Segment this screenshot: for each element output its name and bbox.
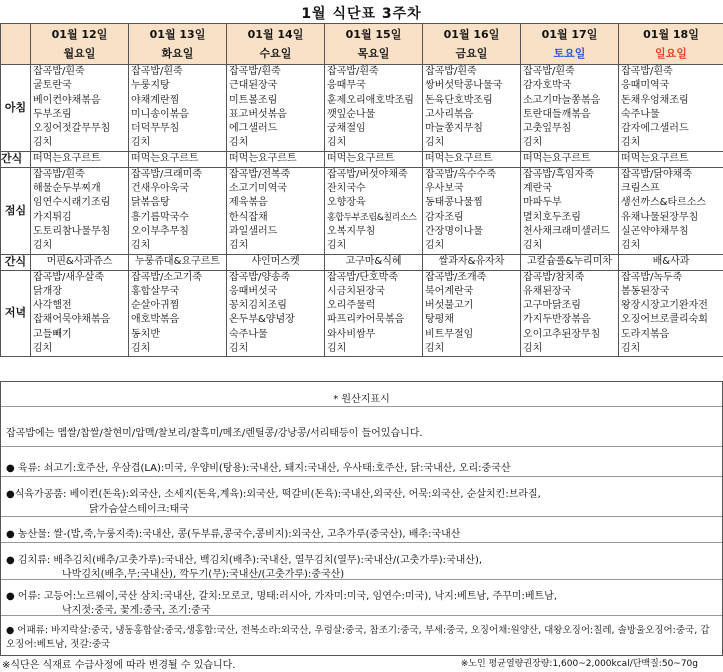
menu-item: 버섯불고기 <box>425 300 474 312</box>
menu-item: 깻잎순나물 <box>327 108 376 120</box>
dinner-row <box>1 270 723 357</box>
lunch-cell <box>129 167 227 254</box>
header-row <box>1 24 723 65</box>
menu-item: 김치 <box>425 137 445 149</box>
snack-item: 떠먹는요구르트 <box>227 151 325 167</box>
origin-kimchi: ● 김치류: 배추김치(배추/고춧가루):국내산, 백김치(배추):국내산, 열무김치(열무):국내산/(고춧가루):국내산), <box>6 555 483 566</box>
menu-item: 실곤약야채무침 <box>621 225 689 237</box>
menu-item: 임연수시래기조림 <box>33 197 111 209</box>
menu-item: 잡곡밥/흰죽 <box>621 66 673 77</box>
dinner-cell <box>31 270 129 357</box>
origin-fish-cont: 낙지젓:중국, 꽃게:중국, 조기:중국 <box>62 605 211 616</box>
divider <box>1 542 722 543</box>
menu-item: 응때버섯국 <box>229 285 278 297</box>
menu-item: 홍합살무국 <box>131 285 180 297</box>
origin-processed-cont: 닭가슴살스테이크:태국 <box>89 504 189 515</box>
dinner-cell <box>227 270 325 357</box>
menu-item: 시금치된장국 <box>327 285 385 297</box>
menu-item: 베이컨야채볶음 <box>33 94 101 106</box>
dinner-cell <box>325 270 423 357</box>
menu-item: 두부조림 <box>33 108 72 120</box>
menu-item: 건새우아욱국 <box>131 183 189 195</box>
lunch-cell <box>521 167 619 254</box>
menu-item: 김치 <box>523 240 543 252</box>
snack-item: 떠먹는요구르트 <box>423 151 521 167</box>
breakfast-cell <box>423 65 521 152</box>
menu-item: 잡곡밥/흰죽 <box>33 168 85 180</box>
snack-item: 배&사과 <box>619 254 723 270</box>
menu-item: 소고기미역국 <box>229 183 287 195</box>
menu-item: 김치 <box>523 343 543 355</box>
origin-agri: ● 농산물: 쌀-(밥,죽,누룽지죽):국내산, 콩(두부류,콩국수,콩비지):외국산, 고추가루(중국산), 배추:국내산 <box>6 529 461 540</box>
menu-item: 궁채절임 <box>327 123 366 135</box>
menu-item: 유채된장국 <box>523 285 572 297</box>
origin-meat: ● 육류: 쇠고기:호주산, 우삼겹(LA):미국, 우양비(탕용):국내산, 돼지:국내산, 우사태:호주산, 닭:국내산, 오리:중국산 <box>6 463 511 474</box>
menu-item: 왕장시장고기완자전 <box>621 300 708 312</box>
menu-item: 순살아귀찜 <box>131 300 180 312</box>
breakfast-cell <box>31 65 129 152</box>
origin-shellfish: ● 어패류: 바지락살:중국, 냉동홍합살:중국,생홍합:국산, 전복소라:외국산, 우렁살:중국, 참조기:중국, 부세:중국, 오징어채:원양산, 대왕오징어:칠레, 솔방울오징어:중국, 갑오징어:베트남, 젓갈:중국 <box>6 625 710 650</box>
menu-item: 김치 <box>131 343 151 355</box>
menu-item: 생선까스&타르소스 <box>621 197 707 209</box>
menu-item: 잡곡밥/흰죽 <box>425 66 477 77</box>
origin-kimchi-cont: 나박김치(배추,무:국내산), 깍두기(무):국내산/(고춧가루):중국산) <box>62 569 345 580</box>
divider <box>1 406 722 407</box>
menu-item: 계란국 <box>523 183 552 195</box>
menu-item: 돈육단호박조림 <box>425 94 493 106</box>
origin-rice: 잡곡밥에는 멥쌀/찹쌀/찰현미/압맥/찰보리/찰흑미/메조/렌틸콩/강낭콩/서리태등이 들어있습니다. <box>6 428 423 439</box>
row-label-snack: 간식 <box>1 151 31 167</box>
menu-item: 돈채우엉채조림 <box>621 94 689 106</box>
menu-item: 와사비쌈무 <box>327 328 376 340</box>
menu-item: 굴토란국 <box>33 80 72 92</box>
menu-item: 오복지무침 <box>327 225 376 237</box>
menu-item: 유채나물된장무침 <box>621 211 699 223</box>
menu-item: 응때미역국 <box>621 80 670 92</box>
menu-item: 김치 <box>523 137 543 149</box>
menu-item: 표고버섯볶음 <box>229 108 287 120</box>
day-header: 01월 16일 금요일 <box>423 24 521 65</box>
menu-item: 마파두부 <box>523 197 562 209</box>
lunch-cell <box>619 167 723 254</box>
breakfast-row <box>1 65 723 152</box>
menu-item: 오징어브로콜리숙회 <box>621 314 708 326</box>
dinner-cell <box>619 270 723 357</box>
breakfast-cell <box>325 65 423 152</box>
menu-item: 감자조림 <box>425 211 464 223</box>
day-header: 01월 15일 목요일 <box>325 24 423 65</box>
snack-item: 떠먹는요구르트 <box>619 151 723 167</box>
menu-item: 가지튀김 <box>33 211 72 223</box>
menu-item: 김치 <box>621 240 641 252</box>
menu-item: 누룽지탕 <box>131 80 170 92</box>
menu-item: 잡곡밥/소고기죽 <box>131 271 202 283</box>
menu-item: 잡곡밥/조개죽 <box>425 271 487 283</box>
divider <box>1 516 722 517</box>
menu-item: 오이고추된장무침 <box>523 328 601 340</box>
breakfast-cell <box>227 65 325 152</box>
snack-item: 떠먹는요구르트 <box>31 151 129 167</box>
snack-item: 떠먹는요구르트 <box>129 151 227 167</box>
menu-item: 토란대들깨볶음 <box>523 108 591 120</box>
menu-item: 잔치국수 <box>327 183 366 195</box>
lunch-row <box>1 167 723 254</box>
menu-item: 훈제오리애호박조림 <box>327 94 414 106</box>
menu-item: 가지두반장볶음 <box>523 314 591 326</box>
divider <box>1 476 722 477</box>
menu-item: 동치반 <box>131 328 160 340</box>
menu-item: 오리주물럭 <box>327 300 376 312</box>
menu-item: 더덕무무침 <box>131 123 180 135</box>
snack-item: 고구마&식혜 <box>325 254 423 270</box>
menu-item: 도라지볶음 <box>621 328 670 340</box>
breakfast-cell <box>129 65 227 152</box>
menu-item: 도토리참나물무침 <box>33 225 111 237</box>
menu-item: 잡곡밥/흰죽 <box>523 66 575 77</box>
divider <box>1 579 722 580</box>
lunch-cell <box>227 167 325 254</box>
snack-item: 떠먹는요구르트 <box>521 151 619 167</box>
menu-item: 닭볶음탕 <box>131 197 170 209</box>
origin-fish: ● 어류: 고등어:노르웨이,국산 삼치:국내산, 갈치:모로코, 명태:러시아, 가자미:미국, 임연수:미국), 낙지:베트남, 주꾸미:베트남, <box>6 591 558 602</box>
day-header: 01월 18일 일요일 <box>619 24 723 65</box>
page-title: 1월 식단표 3주차 <box>301 6 422 22</box>
footer-note: ※식단은 식재료 수급사정에 따라 변경될 수 있습니다. <box>2 660 236 671</box>
day-header: 01월 17일 토요일 <box>521 24 619 65</box>
menu-item: 김치 <box>327 343 347 355</box>
menu-item: 미트볼조림 <box>229 94 278 106</box>
menu-item: 잡곡밥/흰죽 <box>131 66 183 77</box>
breakfast-cell <box>521 65 619 152</box>
menu-item: 잡곡밥/참치죽 <box>523 271 585 283</box>
menu-item: 김치 <box>229 240 249 252</box>
menu-item: 잡곡밥/녹두죽 <box>621 271 683 283</box>
menu-item: 온두부&양념장 <box>229 314 295 326</box>
menu-item: 에그샐러드 <box>229 123 278 135</box>
row-label-snack: 간식 <box>1 254 31 270</box>
menu-item: 고들빼기 <box>33 328 72 340</box>
menu-item: 야채계란찜 <box>131 94 180 106</box>
menu-item: 잡곡밥/버섯야채죽 <box>327 168 408 180</box>
menu-item: 김치 <box>33 137 53 149</box>
menu-item: 잡곡밥/새우살죽 <box>33 271 104 283</box>
row-label-breakfast: 아침 <box>1 65 31 152</box>
menu-item: 동태콩나물찜 <box>425 197 483 209</box>
menu-item: 응때무국 <box>327 80 366 92</box>
menu-item: 고사리볶음 <box>425 108 474 120</box>
menu-item: 오향장육 <box>327 197 366 209</box>
menu-item: 김치 <box>131 240 151 252</box>
menu-item: 꽁치김치조림 <box>229 300 287 312</box>
row-label-lunch: 점심 <box>1 167 31 254</box>
row-label-dinner: 저녁 <box>1 270 31 357</box>
menu-item: 애호박볶음 <box>131 314 180 326</box>
menu-item: 제육볶음 <box>229 197 268 209</box>
origin-processed: ●식육가공품: 베이컨(돈육):외국산, 소세지(돈육,계육):외국산, 떡갈비(돈육):국내산,외국산, 어묵:외국산, 순살치킨:브라질, <box>6 489 541 500</box>
dinner-cell <box>521 270 619 357</box>
menu-item: 김치 <box>229 343 249 355</box>
divider <box>1 615 722 616</box>
breakfast-cell <box>619 65 723 152</box>
menu-item: 잡채어묵야채볶음 <box>33 314 111 326</box>
menu-item: 잡곡밥/닭야채죽 <box>621 168 692 180</box>
footer-calorie-note: ※노인 평균열량권장량:1,600~2,000kcal/단백질:50~70g <box>460 659 698 669</box>
menu-item: 해물순두부찌개 <box>33 183 101 195</box>
menu-item: 탕평채 <box>425 314 454 326</box>
menu-item: 잡곡밥/흰죽 <box>229 66 281 77</box>
snack-item: 쌀과자&유자차 <box>423 254 521 270</box>
menu-item: 김치 <box>327 240 347 252</box>
corner-cell <box>1 24 31 65</box>
menu-item: 북어계란국 <box>425 285 474 297</box>
menu-item: 오징어젓갈무무침 <box>33 123 111 135</box>
menu-item: 마늘쫑지무침 <box>425 123 483 135</box>
menu-item: 잡곡밥/흑임자죽 <box>523 168 594 180</box>
menu-item: 봄동된장국 <box>621 285 670 297</box>
menu-item: 김치 <box>131 137 151 149</box>
dinner-cell <box>129 270 227 357</box>
menu-item: 숙주나물 <box>621 108 660 120</box>
lunch-cell <box>31 167 129 254</box>
menu-item: 잡곡밥/단호박죽 <box>327 271 398 283</box>
menu-item: 흥기름막국수 <box>131 211 189 223</box>
menu-item: 잡곡밥/옥수수죽 <box>425 168 496 180</box>
menu-item: 김치 <box>621 137 641 149</box>
menu-item: 미니송이볶음 <box>131 108 189 120</box>
origin-notice <box>0 381 723 656</box>
menu-item: 파프리카어묵볶음 <box>327 314 405 326</box>
menu-item: 잡곡밥/양송죽 <box>229 271 291 283</box>
menu-item: 간장명이나물 <box>425 225 483 237</box>
menu-item: 크림스프 <box>621 183 660 195</box>
menu-item: 김치 <box>621 343 641 355</box>
menu-item: 근대된장국 <box>229 80 278 92</box>
menu-item: 천사채크래미샐러드 <box>523 225 610 237</box>
menu-item: 김치 <box>229 137 249 149</box>
menu-item: 잡곡밥/흰죽 <box>327 66 379 77</box>
menu-item: 김치 <box>327 137 347 149</box>
dinner-cell <box>423 270 521 357</box>
menu-item: 비트무절임 <box>425 328 474 340</box>
origin-title: * 원산지표시 <box>333 394 390 405</box>
lunch-cell <box>423 167 521 254</box>
menu-item: 감자에그샐러드 <box>621 123 689 135</box>
day-header: 01월 14일 수요일 <box>227 24 325 65</box>
menu-item: 소고기마늘쫑볶음 <box>523 94 601 106</box>
lunch-cell <box>325 167 423 254</box>
snack-item: 누룽쥬대&요구르트 <box>129 254 227 270</box>
day-header: 01월 12일 월요일 <box>31 24 129 65</box>
menu-item: 김치 <box>33 343 53 355</box>
snack-item: 떠먹는요구르트 <box>325 151 423 167</box>
day-header: 01월 13일 화요일 <box>129 24 227 65</box>
menu-item: 김치 <box>425 240 445 252</box>
menu-item: 고구마닭조림 <box>523 300 581 312</box>
menu-item: 오이부추무침 <box>131 225 189 237</box>
menu-item: 잡곡밥/흰죽 <box>33 66 85 77</box>
menu-item: 홍합두부조림&칠리소스 <box>327 212 417 223</box>
menu-item: 숙주나물 <box>229 328 268 340</box>
menu-item: 김치 <box>425 343 445 355</box>
snack-item: 고칼슘롤&누리미차 <box>521 254 619 270</box>
menu-item: 잡곡밥/크래미죽 <box>131 168 202 180</box>
menu-item: 감자호박국 <box>523 80 572 92</box>
menu-item: 쌍버섯탁콩나물국 <box>425 80 503 92</box>
menu-item: 우사보국 <box>425 183 464 195</box>
snack-item: 머핀&사과쥬스 <box>31 254 129 270</box>
menu-item: 한식잡채 <box>229 211 268 223</box>
morning-snack-row <box>1 151 723 167</box>
menu-item: 과일샐러드 <box>229 225 278 237</box>
menu-item: 멸치호두조림 <box>523 211 581 223</box>
afternoon-snack-row <box>1 254 723 270</box>
menu-item: 닭개장 <box>33 285 62 297</box>
divider <box>1 446 722 447</box>
snack-item: 샤인머스켓 <box>227 254 325 270</box>
menu-item: 고춧잎무침 <box>523 123 572 135</box>
weekly-menu-table <box>0 23 723 357</box>
menu-item: 사각햄전 <box>33 300 72 312</box>
menu-item: 김치 <box>33 240 53 252</box>
menu-item: 잡곡밥/전복죽 <box>229 168 291 180</box>
